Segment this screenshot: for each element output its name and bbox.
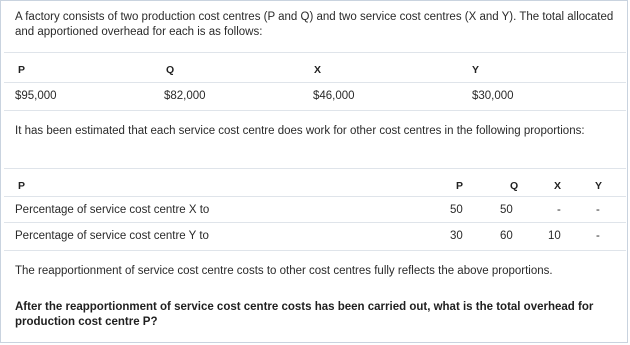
table2-cell: 50 [450,204,463,216]
table1-value-p: $95,000 [15,90,57,102]
divider [4,196,626,197]
table2-cell: 30 [450,230,463,242]
table2-header-y: Y [595,180,603,192]
table1-header-x: X [314,64,322,76]
table1-header-y: Y [472,64,480,76]
table2-corner-label: P [18,180,26,192]
divider [4,250,626,251]
table1-value-q: $82,000 [164,90,206,102]
table2-cell: 60 [500,230,513,242]
table1-header-q: Q [166,64,175,76]
table2-header-x: X [554,180,562,192]
table2-row-label: Percentage of service cost centre X to [15,204,210,216]
table2-row-label: Percentage of service cost centre Y to [15,230,209,242]
table2-cell: - [557,204,561,216]
divider [4,82,626,83]
divider [4,222,626,223]
table2-cell: - [596,204,600,216]
divider [4,110,626,111]
table2-cell: - [596,230,600,242]
table2-header-q: Q [510,180,519,192]
table2-cell: 50 [500,204,513,216]
divider [4,52,626,53]
intro-text: A factory consists of two production cost centres (P and Q) and two service cost centres (X and Y). The total allocated and apportioned overhead for each is as follows: [15,11,614,38]
table1-value-x: $46,000 [313,90,355,102]
table1-header-p: P [18,64,26,76]
reapportionment-note: The reapportionment of service cost centre costs to other cost centres fully reflects the above proportions. [15,265,553,277]
table1-value-y: $30,000 [472,90,514,102]
table2-cell: 10 [548,230,561,242]
divider [4,168,626,169]
question-text: After the reapportionment of service cost centre costs has been carried out, what is the total overhead for production cost centre P? [15,301,594,328]
proportions-text: It has been estimated that each service cost centre does work for other cost centres in the following proportions: [15,125,585,137]
table2-header-p: P [456,180,464,192]
